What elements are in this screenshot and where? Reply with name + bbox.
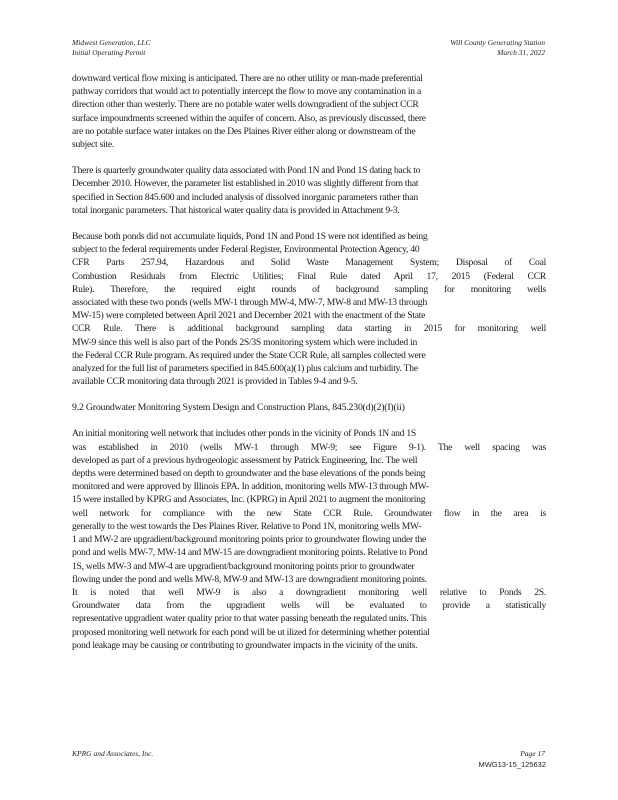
header-left xyxy=(72,38,151,58)
text-line: pathway corridors that would act to potentially intercept the flow to move any contamination in a xyxy=(72,86,422,98)
text-line: CCR Rule. There is additional background sampling data starting in 2015 for monitoring well xyxy=(72,323,546,335)
text-line: 1S, wells MW-3 and MW-4 are upgradient/background monitoring points prior to groundwater xyxy=(72,560,415,572)
text-line: CFR Parts 257.94, Hazardous and Solid Waste Management System; Disposal of Coal xyxy=(72,257,546,269)
document-title: Initial Operating Permit xyxy=(72,48,146,57)
text-line: MW-15) were completed between April 2021 and December 2021 with the enactment of the State xyxy=(72,310,426,322)
header-right xyxy=(450,38,545,58)
text-line: analyzed for the full list of parameters specified in 845.600(a)(1) plus calcium and turbidity. The xyxy=(72,363,418,375)
text-line: Combustion Residuals from Electric Utilities; Final Rule dated April 17, 2015 (Federal CCR xyxy=(72,270,546,282)
text-line: proposed monitoring well network for each pond will be ut ilized for determining whether potential xyxy=(72,626,430,638)
text-line: An initial monitoring well network that includes other ponds in the vicinity of Ponds 1N and 1S xyxy=(72,428,416,440)
paragraph-intro xyxy=(72,72,546,151)
text-line: pond and wells MW-7, MW-14 and MW-15 are downgradient monitoring points. Relative to Pond xyxy=(72,547,428,559)
text-line: Rule). Therefore, the required eight rounds of background sampling for monitoring wells xyxy=(72,283,546,295)
section-heading: 9.2 Groundwater Monitoring System Design and Construction Plans, 845.230(d)(2)(I)(ii) xyxy=(72,402,405,414)
text-line: depths were determined based on depth to groundwater and the base elevations of the ponds being xyxy=(72,468,426,480)
paragraph-quarterly-data xyxy=(72,164,546,217)
paragraph-background-sampling xyxy=(72,230,546,388)
text-line: the Federal CCR Rule program. As required under the State CCR Rule, all samples collected were xyxy=(72,349,426,361)
document-id: MWG13-15_125632 xyxy=(478,760,546,769)
footer-preparer: KPRG and Associates, Inc. xyxy=(72,749,154,758)
text-line: developed as part of a previous hydrogeologic assessment by Patrick Engineering, Inc. The well xyxy=(72,454,418,466)
text-line: direction other than westerly. There are no potable water wells downgradient of the subject CCR xyxy=(72,99,419,111)
text-line: It is noted that well MW-9 is also a downgradient monitoring well relative to Ponds 2S. xyxy=(72,586,546,598)
text-line: available CCR monitoring data through 2021 is provided in Tables 9-4 and 9-5. xyxy=(72,376,358,388)
text-line: surface impoundments screened within the aquifer of concern. Also, as previously discussed, there xyxy=(72,112,426,124)
text-line: total inorganic parameters. That historical water quality data is provided in Attachment 9-3. xyxy=(72,204,400,216)
text-line: subject to the federal requirements under Federal Register, Environmental Protection Agency, 40 xyxy=(72,244,420,256)
text-line: There is quarterly groundwater quality data associated with Pond 1N and Pond 1S dating back to xyxy=(72,165,421,177)
text-line: well network for compliance with the new State CCR Rule. Groundwater flow in the area is xyxy=(72,507,546,519)
text-line: monitored and were approved by Illinois EPA. In addition, monitoring wells MW-13 through MW- xyxy=(72,481,429,493)
text-line: was established in 2010 (wells MW-1 through MW-9; see Figure 9-1). The well spacing was xyxy=(72,441,546,453)
text-line: December 2010. However, the parameter list established in 2010 was slightly different from that xyxy=(72,178,419,190)
text-line: Groundwater data from the upgradient wells will be evaluated to provide a statistically xyxy=(72,600,546,612)
text-line: flowing under the pond and wells MW-8, MW-9 and MW-13 are downgradient monitoring points. xyxy=(72,573,427,585)
text-line: subject site. xyxy=(72,139,115,151)
text-line: are no potable surface water intakes on the Des Plaines River either along or downstream of the xyxy=(72,125,416,137)
text-line: 15 were installed by KPRG and Associates, Inc. (KPRG) in April 2021 to augment the monitoring xyxy=(72,494,426,506)
document-date: March 31, 2022 xyxy=(497,48,545,57)
text-line: Because both ponds did not accumulate liquids, Pond 1N and Pond 1S were not identified as being xyxy=(72,231,428,243)
station-name: Will County Generating Station xyxy=(450,38,545,47)
text-line: associated with these two ponds (wells MW-1 through MW-4, MW-7, MW-8 and MW-13 through xyxy=(72,297,428,309)
document-body xyxy=(72,72,546,665)
text-line: downward vertical flow mixing is anticipated. There are no other utility or man-made preferential xyxy=(72,73,423,84)
text-line: specified in Section 845.600 and included analysis of dissolved inorganic parameters rather than xyxy=(72,191,418,203)
company-name: Midwest Generation, LLC xyxy=(72,38,151,47)
text-line: 1 and MW-2 are upgradient/background monitoring points prior to groundwater flowing under the xyxy=(72,534,427,546)
text-line: MW-9 since this well is also part of the Ponds 2S/3S monitoring system which were included in xyxy=(72,336,418,348)
text-line: representative upgradient water quality prior to that water passing beneath the regulated units. This xyxy=(72,613,427,625)
paragraph-monitoring-network xyxy=(72,427,546,651)
text-line: pond leakage may be causing or contributing to groundwater impacts in the vicinity of the units. xyxy=(72,639,418,651)
text-line: generally to the west towards the Des Plaines River. Relative to Pond 1N, monitoring wells MW- xyxy=(72,520,422,532)
page-number: Page 17 xyxy=(520,749,545,758)
